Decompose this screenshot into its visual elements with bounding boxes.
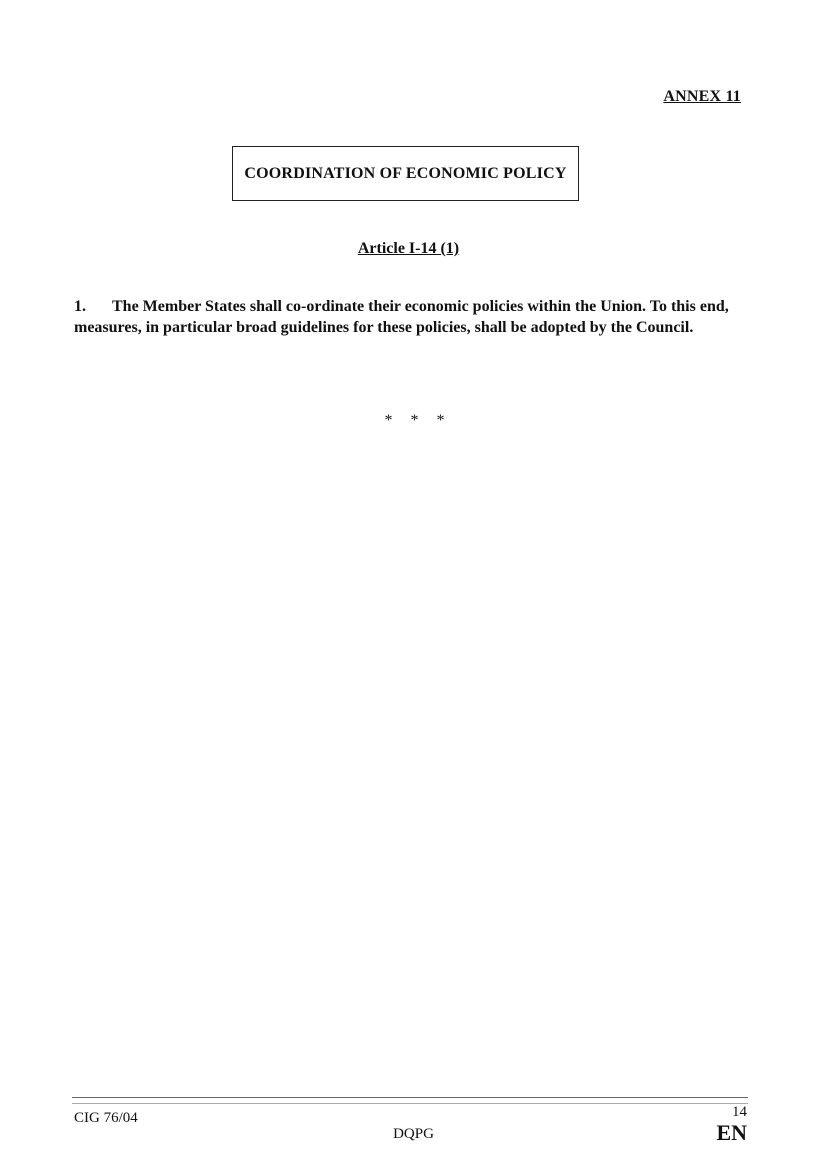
section-title: COORDINATION OF ECONOMIC POLICY <box>244 164 567 182</box>
article-heading-row <box>0 240 827 258</box>
article-paragraph <box>74 296 744 338</box>
paragraph-number: 1. <box>74 298 86 315</box>
annex-label: ANNEX 11 <box>663 88 741 105</box>
page-number: 14 <box>732 1104 747 1120</box>
document-reference: CIG 76/04 <box>74 1110 138 1126</box>
footer-divider-secondary <box>72 1103 748 1104</box>
language-code: EN <box>716 1120 747 1145</box>
section-title-box <box>232 146 579 201</box>
paragraph-text: The Member States shall co-ordinate their economic policies within the Union. To this end, measures, in particular broad guidelines for these policies, shall be adopted by the Council. <box>74 298 729 336</box>
separator-stars: * * * <box>384 412 445 429</box>
section-separator <box>0 412 827 430</box>
footer-divider <box>72 1097 748 1098</box>
footer-department-row <box>0 1126 827 1143</box>
department-code: DQPG <box>393 1126 434 1142</box>
article-heading: Article I-14 (1) <box>357 240 460 257</box>
